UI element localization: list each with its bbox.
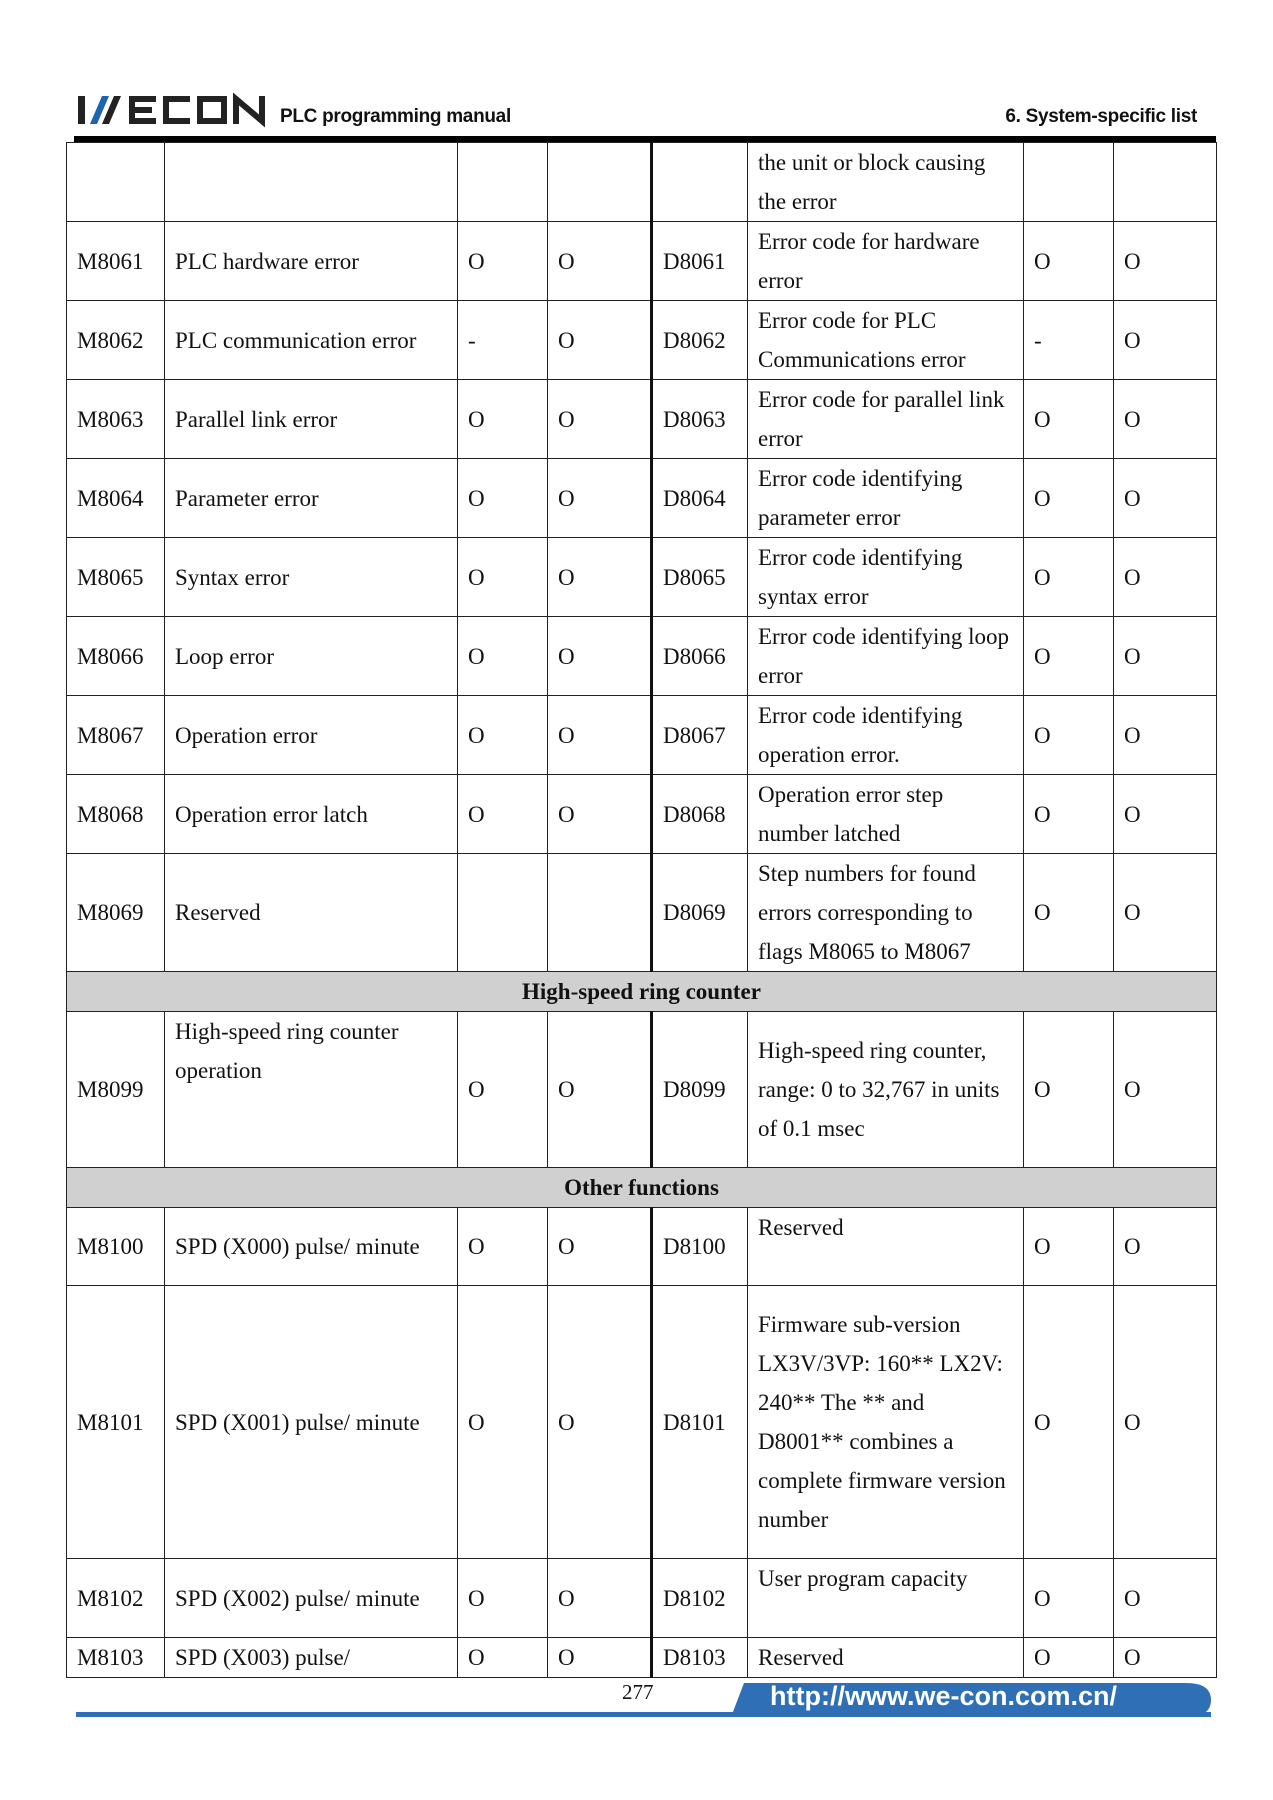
m-flag-b-cell: O (548, 222, 652, 301)
m-description-cell: Parallel link error (165, 380, 458, 459)
wecon-logo (76, 92, 272, 128)
m-number-cell: M8101 (67, 1286, 165, 1559)
m-flag-b-cell: O (548, 1208, 652, 1286)
m-flag-a-cell: O (458, 1286, 548, 1559)
m-number-cell: M8063 (67, 380, 165, 459)
m-description-cell: Reserved (165, 854, 458, 972)
d-description-cell: Error code for parallel link error (748, 380, 1024, 459)
m-flag-a-cell: O (458, 459, 548, 538)
m-description-cell: SPD (X000) pulse/ minute (165, 1208, 458, 1286)
d-flag-a-cell: O (1024, 459, 1114, 538)
m-description-cell: SPD (X002) pulse/ minute (165, 1559, 458, 1638)
m-flag-b-cell (548, 854, 652, 972)
d-flag-a-cell: O (1024, 617, 1114, 696)
m-flag-b-cell: O (548, 1559, 652, 1638)
table-row (67, 222, 1217, 301)
d-flag-b-cell: O (1114, 301, 1217, 380)
d-description-cell: Reserved (748, 1208, 1024, 1286)
d-number-cell: D8103 (652, 1638, 748, 1678)
table-row (67, 1286, 1217, 1559)
m-flag-a-cell: O (458, 696, 548, 775)
d-description-cell: User program capacity (748, 1559, 1024, 1638)
m-flag-b-cell: O (548, 775, 652, 854)
d-number-cell: D8067 (652, 696, 748, 775)
m-description-cell: Loop error (165, 617, 458, 696)
section-title-cell: High-speed ring counter (67, 972, 1217, 1012)
m-flag-a-cell: O (458, 1559, 548, 1638)
d-flag-b-cell: O (1114, 380, 1217, 459)
d-number-cell: D8063 (652, 380, 748, 459)
m-description-cell: SPD (X003) pulse/ (165, 1638, 458, 1678)
section-header-row (67, 972, 1217, 1012)
m-description-cell: High-speed ring counter operation (165, 1012, 458, 1168)
d-flag-b-cell: O (1114, 538, 1217, 617)
m-description-cell: SPD (X001) pulse/ minute (165, 1286, 458, 1559)
table-row (67, 696, 1217, 775)
d-flag-b-cell: O (1114, 222, 1217, 301)
m-flag-a-cell: O (458, 1638, 548, 1678)
d-number-cell: D8102 (652, 1559, 748, 1638)
m-number-cell: M8064 (67, 459, 165, 538)
d-description-cell: Firmware sub-version LX3V/3VP: 160** LX2V: 240** The ** and D8001** combines a complete firmware version number (748, 1286, 1024, 1559)
d-description-cell: High-speed ring counter, range: 0 to 32,767 in units of 0.1 msec (748, 1012, 1024, 1168)
m-description-cell: Operation error latch (165, 775, 458, 854)
d-flag-a-cell: O (1024, 1012, 1114, 1168)
m-description-cell (165, 143, 458, 222)
d-flag-a-cell (1024, 143, 1114, 222)
d-number-cell: D8068 (652, 775, 748, 854)
m-number-cell: M8066 (67, 617, 165, 696)
d-description-cell: Error code identifying loop error (748, 617, 1024, 696)
table-row (67, 854, 1217, 972)
m-number-cell: M8099 (67, 1012, 165, 1168)
d-flag-a-cell: O (1024, 380, 1114, 459)
d-number-cell: D8066 (652, 617, 748, 696)
m-number-cell: M8067 (67, 696, 165, 775)
d-flag-a-cell: O (1024, 1286, 1114, 1559)
d-flag-b-cell: O (1114, 1286, 1217, 1559)
m-flag-a-cell (458, 854, 548, 972)
table-row (67, 1559, 1217, 1638)
d-number-cell: D8099 (652, 1012, 748, 1168)
d-description-cell: Error code for PLC Communications error (748, 301, 1024, 380)
table-row (67, 143, 1217, 222)
d-flag-b-cell: O (1114, 696, 1217, 775)
d-description-cell: Error code identifying operation error. (748, 696, 1024, 775)
website-link[interactable]: http://www.we-con.com.cn/ (770, 1681, 1118, 1711)
m-flag-b-cell: O (548, 696, 652, 775)
m-number-cell (67, 143, 165, 222)
m-number-cell: M8069 (67, 854, 165, 972)
m-description-cell: Syntax error (165, 538, 458, 617)
page-number: 277 (622, 1680, 654, 1704)
d-flag-a-cell: O (1024, 222, 1114, 301)
table-row (67, 459, 1217, 538)
d-flag-a-cell: O (1024, 538, 1114, 617)
table-row (67, 1638, 1217, 1678)
d-flag-b-cell: O (1114, 1559, 1217, 1638)
d-description-cell: Operation error step number latched (748, 775, 1024, 854)
d-flag-b-cell: O (1114, 1208, 1217, 1286)
m-flag-b-cell: O (548, 301, 652, 380)
d-flag-b-cell: O (1114, 854, 1217, 972)
m-number-cell: M8103 (67, 1638, 165, 1678)
m-description-cell: PLC communication error (165, 301, 458, 380)
d-number-cell: D8101 (652, 1286, 748, 1559)
d-number-cell: D8100 (652, 1208, 748, 1286)
m-flag-b-cell: O (548, 538, 652, 617)
table-row (67, 380, 1217, 459)
d-flag-b-cell: O (1114, 775, 1217, 854)
m-number-cell: M8100 (67, 1208, 165, 1286)
d-number-cell: D8065 (652, 538, 748, 617)
m-flag-a-cell (458, 143, 548, 222)
d-number-cell: D8062 (652, 301, 748, 380)
m-number-cell: M8062 (67, 301, 165, 380)
m-flag-a-cell: - (458, 301, 548, 380)
m-flag-a-cell: O (458, 1012, 548, 1168)
d-description-cell: the unit or block causing the error (748, 143, 1024, 222)
d-flag-b-cell (1114, 143, 1217, 222)
m-number-cell: M8065 (67, 538, 165, 617)
d-number-cell (652, 143, 748, 222)
table-row (67, 538, 1217, 617)
m-flag-b-cell: O (548, 617, 652, 696)
d-flag-b-cell: O (1114, 1012, 1217, 1168)
section-header-row (67, 1168, 1217, 1208)
m-description-cell: PLC hardware error (165, 222, 458, 301)
m-flag-a-cell: O (458, 538, 548, 617)
d-flag-a-cell: O (1024, 1559, 1114, 1638)
m-flag-b-cell: O (548, 1286, 652, 1559)
d-number-cell: D8069 (652, 854, 748, 972)
d-flag-a-cell: O (1024, 1208, 1114, 1286)
m-flag-b-cell: O (548, 1012, 652, 1168)
d-description-cell: Step numbers for found errors corresponding to flags M8065 to M8067 (748, 854, 1024, 972)
d-flag-b-cell: O (1114, 1638, 1217, 1678)
m-description-cell: Parameter error (165, 459, 458, 538)
d-description-cell: Error code for hardware error (748, 222, 1024, 301)
table-row (67, 1012, 1217, 1168)
m-description-cell: Operation error (165, 696, 458, 775)
m-flag-a-cell: O (458, 222, 548, 301)
d-number-cell: D8064 (652, 459, 748, 538)
d-number-cell: D8061 (652, 222, 748, 301)
d-flag-a-cell: O (1024, 854, 1114, 972)
m-flag-b-cell (548, 143, 652, 222)
manual-title: PLC programming manual (280, 106, 511, 127)
table-row (67, 617, 1217, 696)
d-flag-a-cell: - (1024, 301, 1114, 380)
m-flag-a-cell: O (458, 380, 548, 459)
m-number-cell: M8068 (67, 775, 165, 854)
table-row (67, 775, 1217, 854)
section-title: 6. System-specific list (1005, 106, 1197, 127)
m-flag-b-cell: O (548, 1638, 652, 1678)
m-number-cell: M8061 (67, 222, 165, 301)
m-flag-b-cell: O (548, 459, 652, 538)
d-description-cell: Error code identifying parameter error (748, 459, 1024, 538)
table-row (67, 301, 1217, 380)
d-flag-a-cell: O (1024, 775, 1114, 854)
d-flag-b-cell: O (1114, 617, 1217, 696)
m-flag-a-cell: O (458, 775, 548, 854)
d-description-cell: Error code identifying syntax error (748, 538, 1024, 617)
m-flag-a-cell: O (458, 617, 548, 696)
special-relay-table (66, 142, 1217, 1678)
d-flag-a-cell: O (1024, 1638, 1114, 1678)
m-flag-a-cell: O (458, 1208, 548, 1286)
m-number-cell: M8102 (67, 1559, 165, 1638)
d-description-cell: Reserved (748, 1638, 1024, 1678)
section-title-cell: Other functions (67, 1168, 1217, 1208)
d-flag-b-cell: O (1114, 459, 1217, 538)
d-flag-a-cell: O (1024, 696, 1114, 775)
m-flag-b-cell: O (548, 380, 652, 459)
table-row (67, 1208, 1217, 1286)
